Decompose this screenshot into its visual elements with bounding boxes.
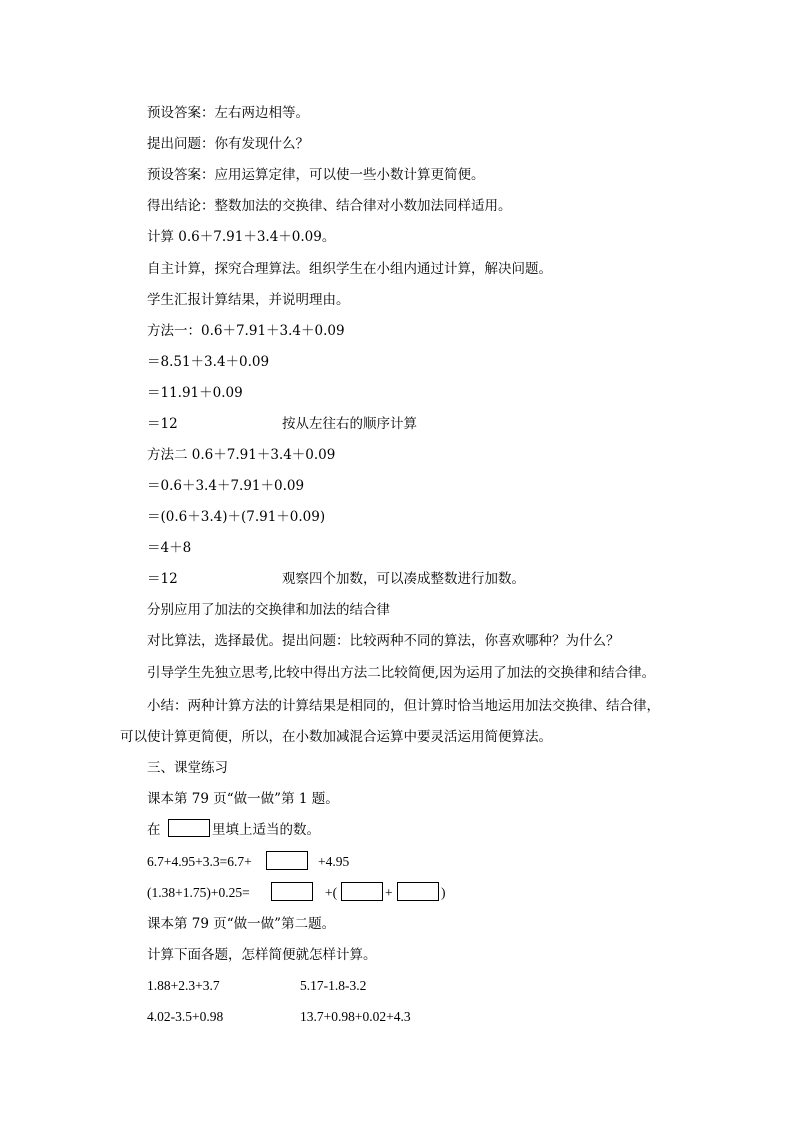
section-heading: 三、课堂练习 (147, 760, 228, 776)
text-line: 自主计算，探究合理算法。组织学生在小组内通过计算，解决问题。 (147, 261, 552, 277)
answer-blank-box (168, 819, 210, 837)
equation-text: +4.95 (318, 854, 350, 869)
text-note: 按从左往右的顺序计算 (282, 416, 417, 432)
text-line: 可以使计算更简便，所以，在小数加减混合运算中要灵活运用简便算法。 (120, 729, 552, 745)
text-line: 预设答案：应用运算定律，可以使一些小数计算更简便。 (147, 167, 485, 183)
text-line: 引导学生先独立思考,比较中得出方法二比较简便,因为运用了加法的交换律和结合律。 (147, 665, 656, 681)
exercise-item: 4.02-3.5+0.98 (147, 1009, 224, 1024)
text-line: 里填上适当的数。 (212, 822, 320, 838)
answer-blank-box[interactable] (271, 882, 313, 901)
answer-blank-box[interactable] (341, 882, 383, 901)
exercise-item: 13.7+0.98+0.02+4.3 (300, 1009, 411, 1024)
text-line: ＝12 (147, 416, 178, 432)
text-line: 方法一：0.6＋7.91＋3.4＋0.09 (147, 323, 345, 339)
exercise-item: 1.88+2.3+3.7 (147, 978, 220, 993)
text-line: 方法二 0.6＋7.91＋3.4＋0.09 (147, 447, 336, 463)
text-line: 学生汇报计算结果，并说明理由。 (147, 292, 350, 308)
text-line: 课本第 79 页“做一做”第 1 题。 (147, 791, 339, 807)
exercise-item: 5.17-1.8-3.2 (300, 978, 367, 993)
equation-text: + (385, 885, 393, 900)
text-line: 对比算法，选择最优。提出问题：比较两种不同的算法，你喜欢哪种？为什么？ (147, 633, 620, 649)
equation-text: ) (441, 885, 446, 900)
text-line: ＝4＋8 (147, 540, 192, 556)
text-line: 分别应用了加法的交换律和加法的结合律 (147, 602, 390, 618)
text-line: 课本第 79 页“做一做”第二题。 (147, 916, 336, 932)
equation-line: 6.7+4.95+3.3=6.7+ (147, 854, 252, 869)
answer-blank-box[interactable] (397, 882, 439, 901)
text-line: 计算 0.6＋7.91＋3.4＋0.09。 (147, 229, 336, 245)
text-note: 观察四个加数，可以凑成整数进行加数。 (282, 571, 525, 587)
equation-text: +( (325, 885, 338, 900)
text-line: 得出结论：整数加法的交换律、结合律对小数加法同样适用。 (147, 198, 512, 214)
text-line: 提出问题：你有发现什么？ (147, 136, 309, 152)
equation-line: (1.38+1.75)+0.25= (147, 885, 250, 900)
text-line: ＝12 (147, 571, 178, 587)
text-line: 小结：两种计算方法的计算结果是相同的，但计算时恰当地运用加法交换律、结合律， (147, 698, 660, 714)
text-line: ＝0.6＋3.4＋7.91＋0.09 (147, 478, 305, 494)
text-line: 在 (147, 822, 161, 838)
text-line: ＝11.91＋0.09 (147, 385, 243, 401)
text-line: 计算下面各题，怎样简便就怎样计算。 (147, 947, 377, 963)
text-line: ＝8.51＋3.4＋0.09 (147, 354, 270, 370)
text-line: ＝(0.6＋3.4)＋(7.91＋0.09) (147, 509, 326, 525)
text-line: 预设答案：左右两边相等。 (147, 105, 309, 121)
answer-blank-box[interactable] (266, 851, 308, 870)
